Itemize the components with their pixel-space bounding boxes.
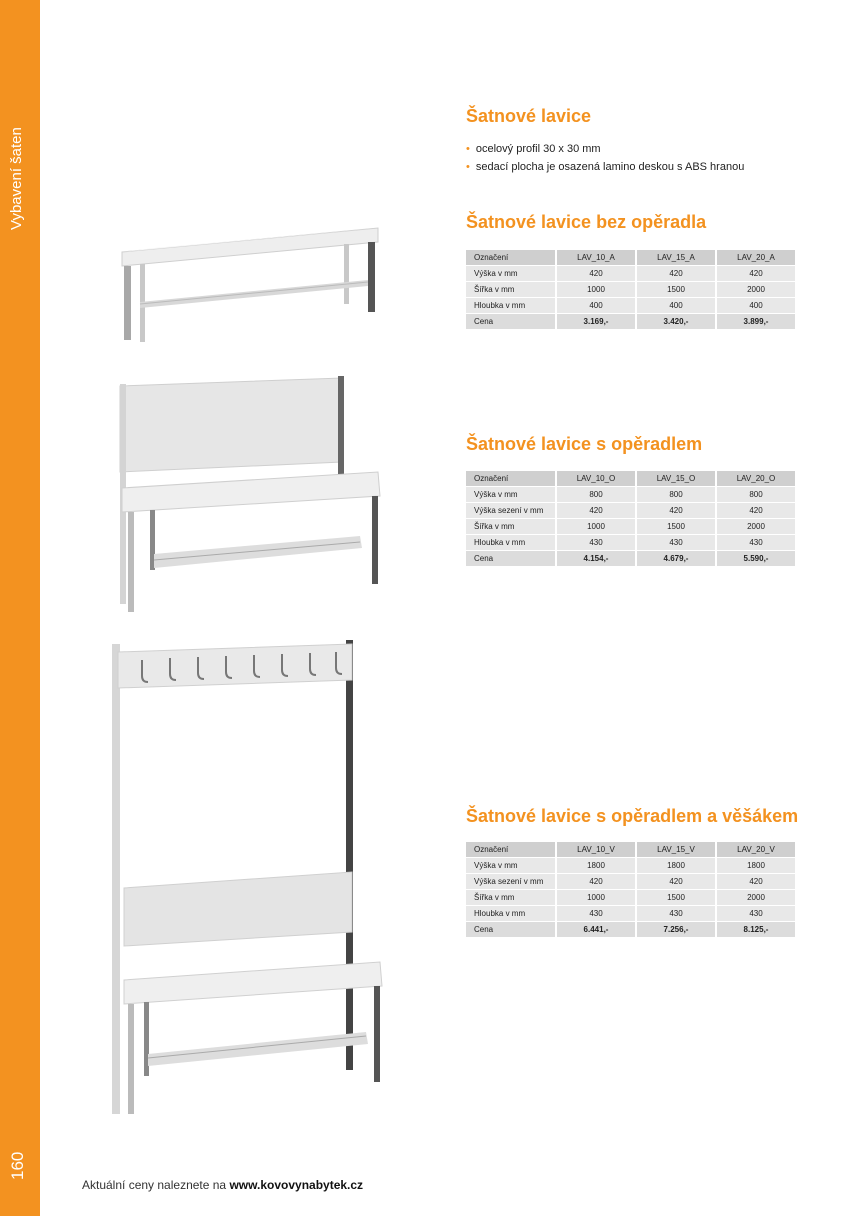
table-header-row: Označení LAV_10_A LAV_15_A LAV_20_A — [466, 250, 796, 266]
table-row: Hloubka v mm 430 430 430 — [466, 535, 796, 551]
section-title-with-hanger: Šatnové lavice s opěradlem a věšákem — [466, 806, 799, 826]
table-row: Výška v mm 1800 1800 1800 — [466, 858, 796, 874]
table-row: Šířka v mm 1000 1500 2000 — [466, 282, 796, 298]
bullet-icon: • — [466, 143, 470, 155]
bench-without-backrest-image — [110, 218, 390, 348]
section-title-no-backrest: Šatnové lavice bez opěradla — [466, 212, 707, 232]
table-header-row: Označení LAV_10_O LAV_15_O LAV_20_O — [466, 471, 796, 487]
table-row: Výška v mm 420 420 420 — [466, 266, 796, 282]
price-row: Cena 6.441,- 7.256,- 8.125,- — [466, 922, 796, 938]
table-row: Výška sezení v mm 420 420 420 — [466, 874, 796, 890]
website-link[interactable]: www.kovovynabytek.cz — [229, 1178, 364, 1192]
table-row: Šířka v mm 1000 1500 2000 — [466, 890, 796, 906]
bench-with-hanger-image — [104, 636, 388, 1136]
price-row: Cena 3.169,- 3.420,- 3.899,- — [466, 314, 796, 330]
spec-table-no-backrest — [466, 250, 797, 330]
page-title: Šatnové lavice — [466, 106, 592, 126]
spec-table-with-backrest — [466, 471, 797, 567]
bullet-icon: • — [466, 161, 470, 173]
sidebar-stripe — [0, 0, 40, 1216]
table-row: Výška sezení v mm 420 420 420 — [466, 503, 796, 519]
footer-note — [82, 1178, 363, 1192]
bench-with-backrest-image — [110, 372, 390, 617]
table-row: Výška v mm 800 800 800 — [466, 487, 796, 503]
section-label: Vybavení šaten — [8, 127, 25, 230]
table-row: Hloubka v mm 400 400 400 — [466, 298, 796, 314]
feature-list — [466, 140, 744, 176]
table-row: Hloubka v mm 430 430 430 — [466, 906, 796, 922]
spec-table-with-hanger — [466, 842, 797, 938]
footer-text: Aktuální ceny naleznete na — [82, 1178, 227, 1192]
table-row: Šířka v mm 1000 1500 2000 — [466, 519, 796, 535]
page-number: 160 — [8, 1151, 27, 1180]
feature-item: • sedací plocha je osazená lamino deskou s ABS hranou — [466, 161, 745, 173]
table-header-row: Označení LAV_10_V LAV_15_V LAV_20_V — [466, 842, 796, 858]
price-row: Cena 4.154,- 4.679,- 5.590,- — [466, 551, 796, 567]
section-title-with-backrest: Šatnové lavice s opěradlem — [466, 434, 703, 454]
feature-item: • ocelový profil 30 x 30 mm — [466, 143, 601, 155]
